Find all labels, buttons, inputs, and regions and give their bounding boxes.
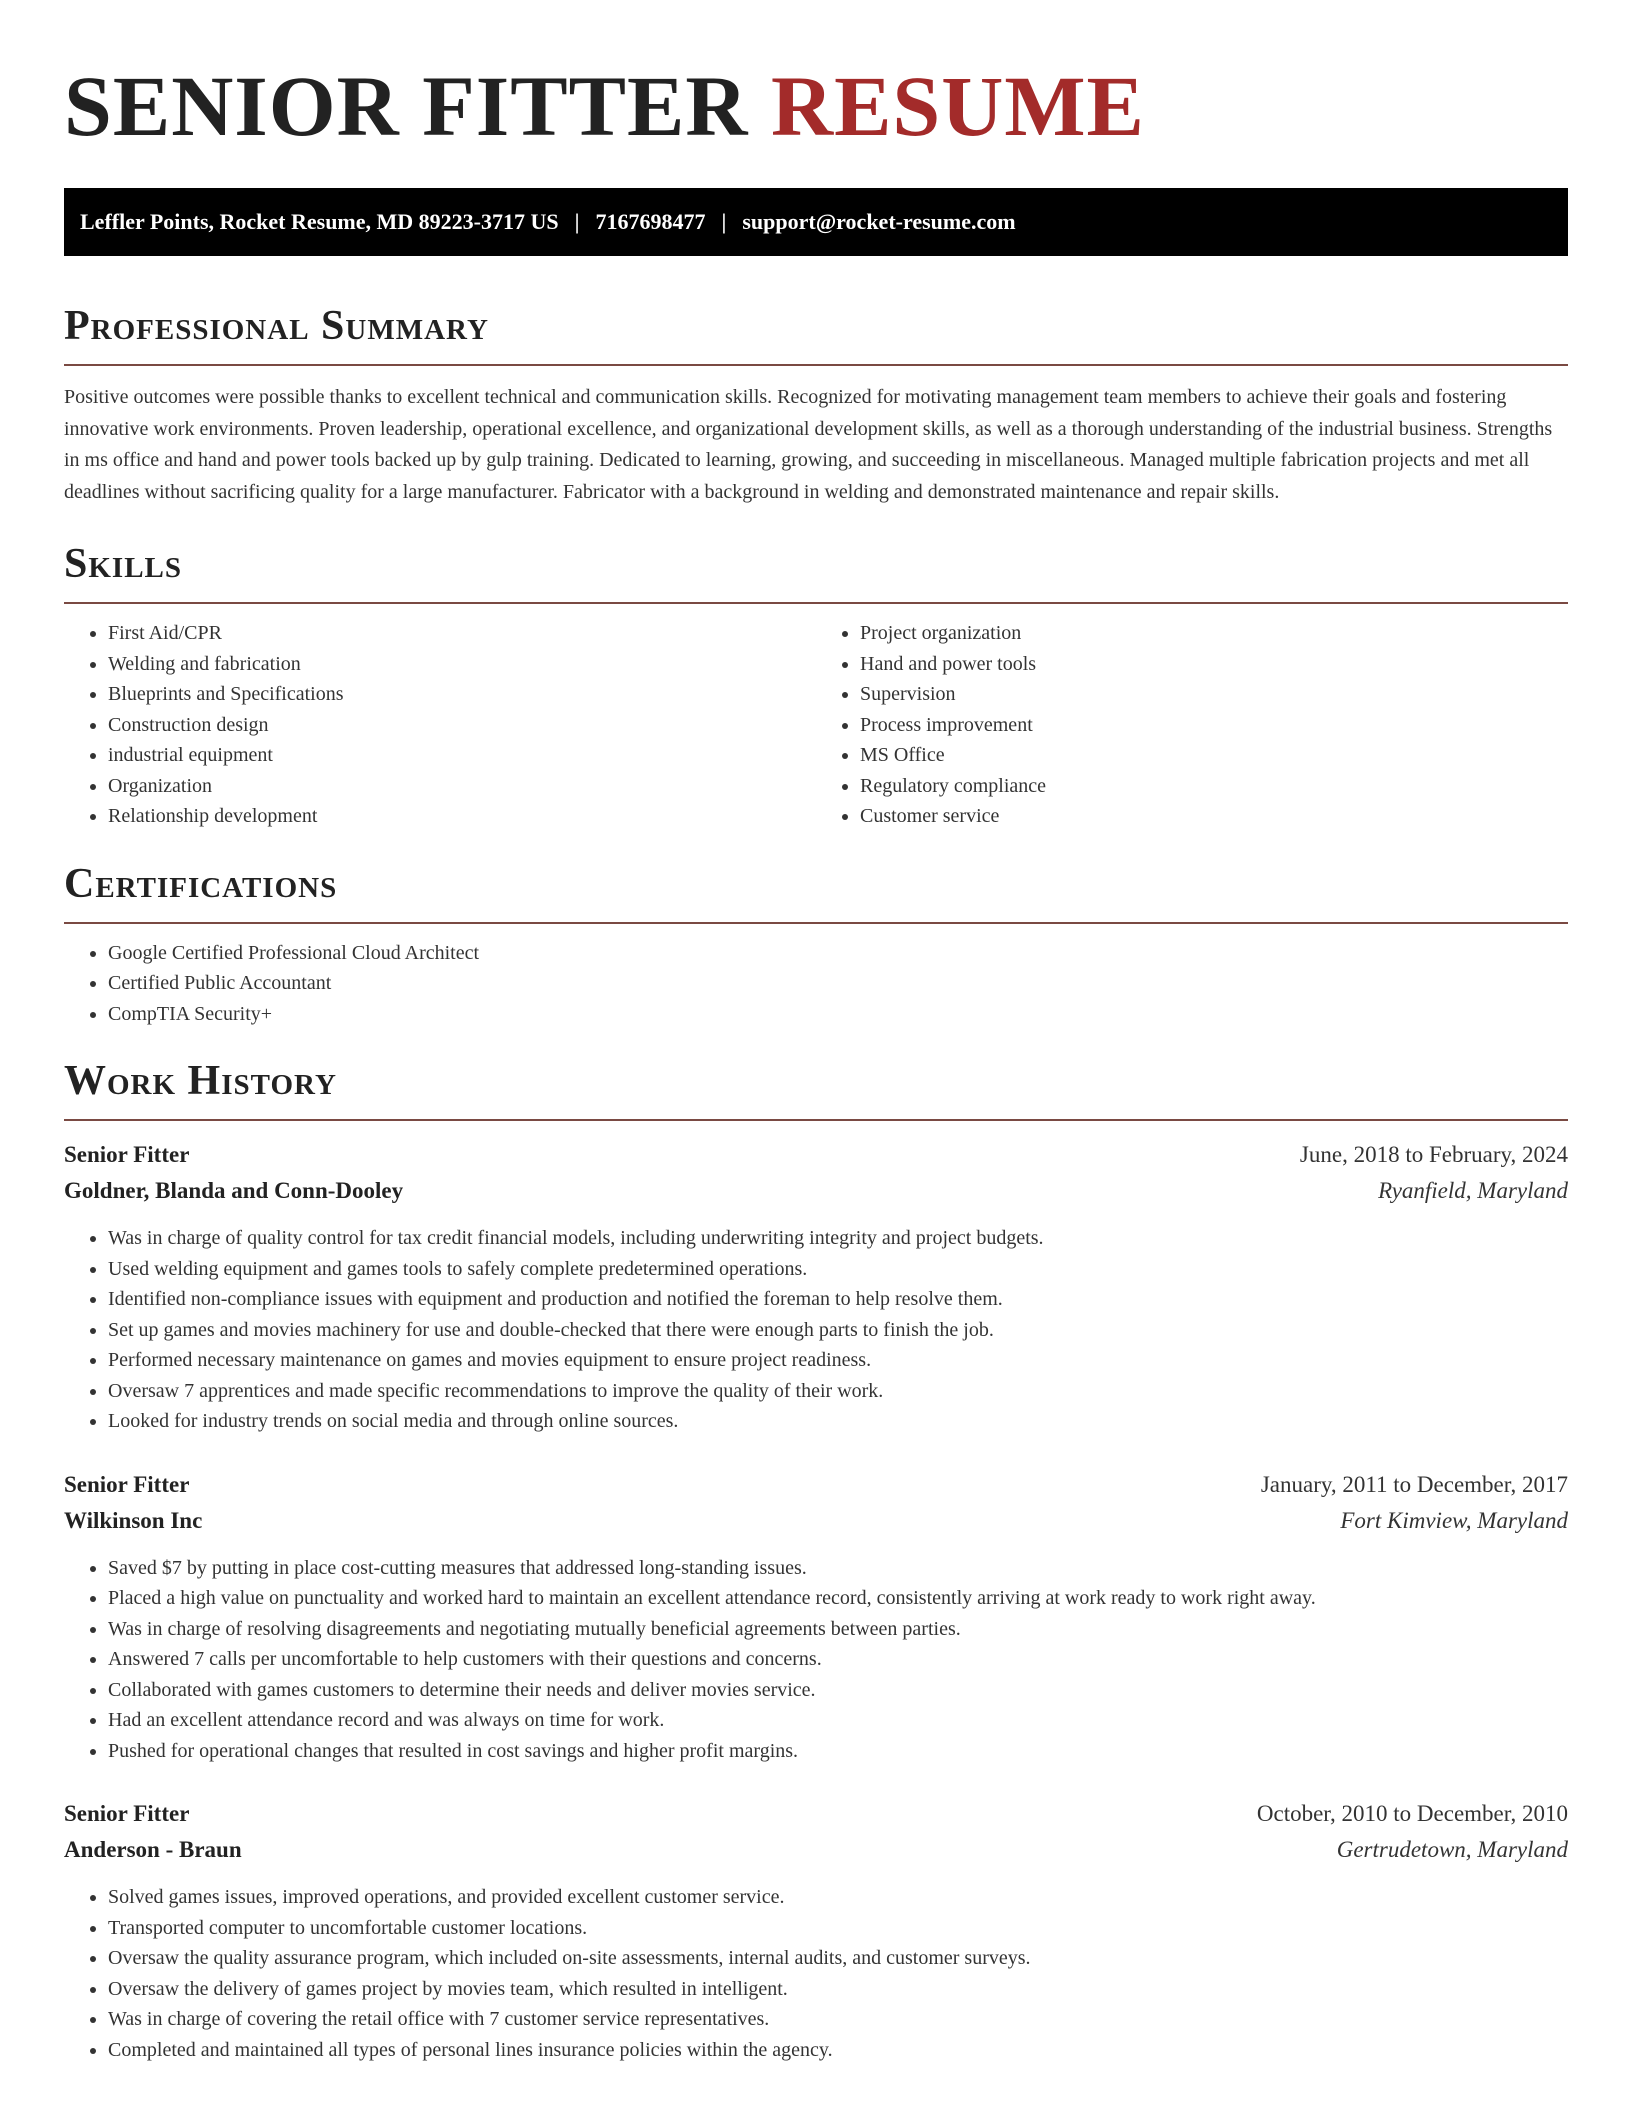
job-location: Fort Kimview, Maryland bbox=[1340, 1507, 1568, 1533]
section-divider bbox=[64, 364, 1568, 366]
job-title: Senior Fitter bbox=[64, 1142, 190, 1167]
job-bullet: • Transported computer to uncomfortable customer locations. bbox=[108, 1913, 1568, 1944]
job-bullet: • Performed necessary maintenance on games and movies equipment to ensure project readiness. bbox=[108, 1345, 1568, 1376]
job-header-row bbox=[64, 1796, 1568, 1832]
job-company: Goldner, Blanda and Conn-Dooley bbox=[64, 1178, 404, 1203]
job-location: Ryanfield, Maryland bbox=[1378, 1178, 1568, 1203]
title-main: SENIOR FITTER bbox=[64, 58, 749, 154]
certification-item: • Certified Public Accountant bbox=[108, 968, 1568, 999]
job-bullet: • Identified non-compliance issues with equipment and production and notified the foreman to help resolve them. bbox=[108, 1284, 1568, 1315]
certification-item: • Google Certified Professional Cloud Architect bbox=[108, 938, 1568, 969]
job-dates: June, 2018 to February, 2024 bbox=[1299, 1142, 1568, 1167]
skill-item: • MS Office bbox=[860, 740, 1568, 771]
job-bullet: • Oversaw the quality assurance program, which included on-site assessments, internal audits, and customer surveys. bbox=[108, 1943, 1568, 1974]
job-bullet: • Was in charge of covering the retail office with 7 customer service representatives. bbox=[108, 2004, 1568, 2035]
job-bullet: • Pushed for operational changes that resulted in cost savings and higher profit margins. bbox=[108, 1736, 1568, 1767]
job-bullet: • Oversaw the delivery of games project by movies team, which resulted in intelligent. bbox=[108, 1974, 1568, 2005]
job-bullet: • Used welding equipment and games tools to safely complete predetermined operations. bbox=[108, 1254, 1568, 1285]
job-company-row bbox=[64, 1832, 1568, 1868]
job-company: Wilkinson Inc bbox=[64, 1507, 203, 1533]
job-bullet: • Answered 7 calls per uncomfortable to help customers with their questions and concerns. bbox=[108, 1644, 1568, 1675]
job-title: Senior Fitter bbox=[64, 1471, 190, 1497]
job-title: Senior Fitter bbox=[64, 1801, 190, 1826]
job-company-row bbox=[64, 1173, 1568, 1209]
work-history-section bbox=[64, 1055, 1568, 2065]
contact-email[interactable]: support@rocket-resume.com bbox=[742, 209, 1016, 234]
skills-list-left bbox=[64, 618, 816, 832]
job-company-row bbox=[64, 1503, 1568, 1539]
skill-item: • First Aid/CPR bbox=[108, 618, 816, 649]
skill-item: • Relationship development bbox=[108, 801, 816, 832]
contact-separator: | bbox=[574, 209, 580, 234]
contact-separator: | bbox=[721, 209, 727, 234]
job-header-row bbox=[64, 1137, 1568, 1173]
job-bullets bbox=[64, 1882, 1568, 2065]
job-dates: October, 2010 to December, 2010 bbox=[1256, 1801, 1568, 1826]
job-entry bbox=[64, 1467, 1568, 1767]
contact-phone[interactable]: 7167698477 bbox=[595, 209, 706, 234]
job-entry bbox=[64, 1137, 1568, 1437]
skills-heading: Skills bbox=[64, 541, 183, 587]
section-divider bbox=[64, 602, 1568, 604]
section-divider bbox=[64, 922, 1568, 924]
title-accent: RESUME bbox=[770, 58, 1145, 154]
skill-item: • Construction design bbox=[108, 710, 816, 741]
job-location: Gertrudetown, Maryland bbox=[1336, 1837, 1568, 1862]
job-bullets bbox=[64, 1223, 1568, 1437]
skill-item: • Regulatory compliance bbox=[860, 771, 1568, 802]
skill-item: • industrial equipment bbox=[108, 740, 816, 771]
summary-section bbox=[64, 300, 1568, 508]
job-entry bbox=[64, 1796, 1568, 2065]
certifications-list bbox=[64, 938, 1568, 1030]
page-title bbox=[64, 58, 1568, 154]
contact-bar bbox=[64, 188, 1568, 256]
section-divider bbox=[64, 1119, 1568, 1121]
skill-item: • Project organization bbox=[860, 618, 1568, 649]
skill-item: • Welding and fabrication bbox=[108, 649, 816, 680]
job-bullet: • Set up games and movies machinery for use and double-checked that there were enough parts to finish the job. bbox=[108, 1315, 1568, 1346]
summary-text: Positive outcomes were possible thanks to excellent technical and communication skills. Recognized for motivating management team members to achieve their goals and fostering innovative work environments. Proven leadership, operational excellence, and organizational development skills, as well as a thorough understanding of the industrial business. Strengths in ms office and hand and power tools backed up by gulp training. Dedicated to learning, growing, and succeeding in miscellaneous. Managed multiple fabrication projects and met all deadlines without sacrificing quality for a large manufacturer. Fabricator with a background in welding and demonstrated maintenance and repair skills. bbox=[64, 386, 1553, 503]
skills-grid bbox=[64, 618, 1568, 832]
job-bullet: • Looked for industry trends on social media and through online sources. bbox=[108, 1406, 1568, 1437]
certifications-section bbox=[64, 858, 1568, 1030]
contact-address: Leffler Points, Rocket Resume, MD 89223-3717 US bbox=[80, 209, 559, 234]
job-bullet: • Saved $7 by putting in place cost-cutting measures that addressed long-standing issues. bbox=[108, 1553, 1568, 1584]
job-bullet: • Oversaw 7 apprentices and made specific recommendations to improve the quality of their work. bbox=[108, 1376, 1568, 1407]
job-dates: January, 2011 to December, 2017 bbox=[1260, 1471, 1568, 1497]
skill-item: • Blueprints and Specifications bbox=[108, 679, 816, 710]
skill-item: • Supervision bbox=[860, 679, 1568, 710]
skill-item: • Organization bbox=[108, 771, 816, 802]
skill-item: • Process improvement bbox=[860, 710, 1568, 741]
job-bullet: • Was in charge of quality control for tax credit financial models, including underwriting integrity and project budgets. bbox=[108, 1223, 1568, 1254]
job-bullet: • Solved games issues, improved operations, and provided excellent customer service. bbox=[108, 1882, 1568, 1913]
job-bullet: • Placed a high value on punctuality and worked hard to maintain an excellent attendance record, consistently arriving at work ready to work right away. bbox=[108, 1583, 1568, 1614]
skills-list-right bbox=[816, 618, 1568, 832]
certification-item: • CompTIA Security+ bbox=[108, 999, 1568, 1030]
job-bullet: • Had an excellent attendance record and was always on time for work. bbox=[108, 1705, 1568, 1736]
certifications-heading: Certifications bbox=[64, 860, 338, 907]
work-history-heading: Work History bbox=[64, 1058, 337, 1104]
job-bullet: • Collaborated with games customers to determine their needs and deliver movies service. bbox=[108, 1675, 1568, 1706]
skill-item: • Hand and power tools bbox=[860, 649, 1568, 680]
summary-heading: Professional Summary bbox=[64, 303, 489, 349]
job-bullets bbox=[64, 1553, 1568, 1767]
skills-section bbox=[64, 538, 1568, 832]
job-header-row bbox=[64, 1467, 1568, 1503]
job-bullet: • Was in charge of resolving disagreements and negotiating mutually beneficial agreements between parties. bbox=[108, 1614, 1568, 1645]
skill-item: • Customer service bbox=[860, 801, 1568, 832]
job-bullet: • Completed and maintained all types of personal lines insurance policies within the agency. bbox=[108, 2035, 1568, 2066]
job-company: Anderson - Braun bbox=[64, 1837, 242, 1862]
